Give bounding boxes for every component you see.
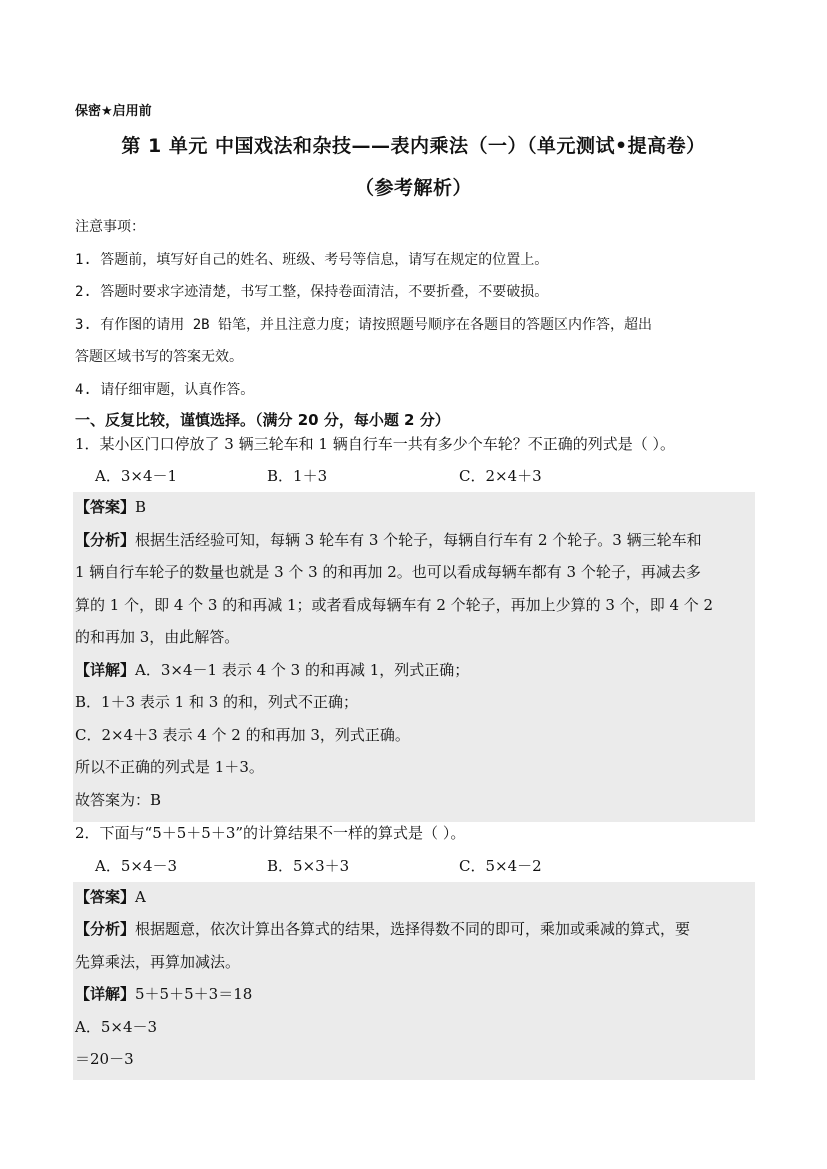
option-a: A．3×4－1	[95, 467, 178, 485]
analysis-text: 的和再加 3，由此解答。	[75, 628, 240, 646]
detail-line	[75, 660, 755, 680]
section-heading: 一、反复比较，谨慎选择。（满分 20 分，每小题 2 分）	[75, 411, 450, 429]
option-c: C．2×4＋3	[459, 467, 542, 485]
answer-value: B	[135, 498, 147, 516]
question-stem: 1．某小区门口停放了 3 辆三轮车和 1 辆自行车一共有多少个车轮？不正确的列式是（ ）。	[75, 435, 675, 453]
detail-text: A．3×4－1 表示 4 个 3 的和再减 1，列式正确；	[135, 661, 470, 679]
notice-item: 3. 有作图的请用 2B 铅笔，并且注意力度；请按照题号顺序在各题目的答题区内作答，超出	[75, 317, 652, 333]
answer-label: 【答案】	[75, 498, 136, 516]
notice-item: 答题区域书写的答案无效。	[75, 349, 243, 365]
analysis-text: 算的 1 个，即 4 个 3 的和再减 1；或者看成每辆车有 2 个轮子，再加上少算的 3 个，即 4 个 2	[75, 596, 714, 614]
notice-item: 4. 请仔细审题，认真作答。	[75, 382, 255, 398]
analysis-label: 【分析】	[75, 531, 136, 549]
notice-item: 2. 答题时要求字迹清楚，书写工整，保持卷面清洁，不要折叠，不要破损。	[75, 284, 549, 300]
analysis-text: 根据题意，依次计算出各算式的结果，选择得数不同的即可，乘加或乘减的算式，要	[135, 920, 691, 938]
question-stem: 2．下面与“5＋5＋5＋3”的计算结果不一样的算式是（ ）。	[75, 824, 466, 842]
analysis-label: 【分析】	[75, 920, 136, 938]
document-title: 第 1 单元 中国戏法和杂技——表内乘法（一）（单元测试•提高卷）	[121, 135, 706, 157]
analysis-text: 先算乘法，再算加减法。	[75, 953, 241, 971]
answer-label: 【答案】	[75, 888, 136, 906]
document-subtitle: （参考解析）	[354, 177, 472, 199]
confidential-label: 保密★启用前	[75, 104, 152, 119]
detail-text: 所以不正确的列式是 1＋3。	[75, 758, 264, 776]
option-b: B．1＋3	[267, 467, 328, 485]
analysis-line	[75, 919, 755, 939]
detail-line	[75, 984, 755, 1004]
analysis-line	[75, 530, 755, 550]
answer-line	[75, 887, 755, 907]
detail-text: B．1＋3 表示 1 和 3 的和，列式不正确；	[75, 693, 359, 711]
notice-item: 1. 答题前，填写好自己的姓名、班级、考号等信息，请写在规定的位置上。	[75, 252, 549, 268]
detail-label: 【详解】	[75, 985, 136, 1003]
detail-text: A．5×4－3	[75, 1018, 158, 1036]
detail-text: C．2×4＋3 表示 4 个 2 的和再加 3，列式正确。	[75, 726, 410, 744]
detail-text: 5＋5＋5＋3＝18	[135, 985, 253, 1003]
analysis-text: 1 辆自行车轮子的数量也就是 3 个 3 的和再加 2。也可以看成每辆车都有 3 个轮子，再减去多	[75, 563, 701, 581]
detail-label: 【详解】	[75, 661, 136, 679]
answer-value: A	[135, 888, 146, 906]
detail-text: 故答案为：B	[75, 791, 162, 809]
option-a: A．5×4－3	[95, 857, 178, 875]
answer-line	[75, 497, 755, 517]
option-c: C．5×4－2	[459, 857, 542, 875]
option-b: B．5×3＋3	[267, 857, 350, 875]
detail-text: ＝20－3	[75, 1050, 134, 1068]
analysis-text: 根据生活经验可知，每辆 3 轮车有 3 个轮子，每辆自行车有 2 个轮子。3 辆三轮车和	[135, 531, 702, 549]
notice-heading: 注意事项：	[75, 219, 145, 235]
